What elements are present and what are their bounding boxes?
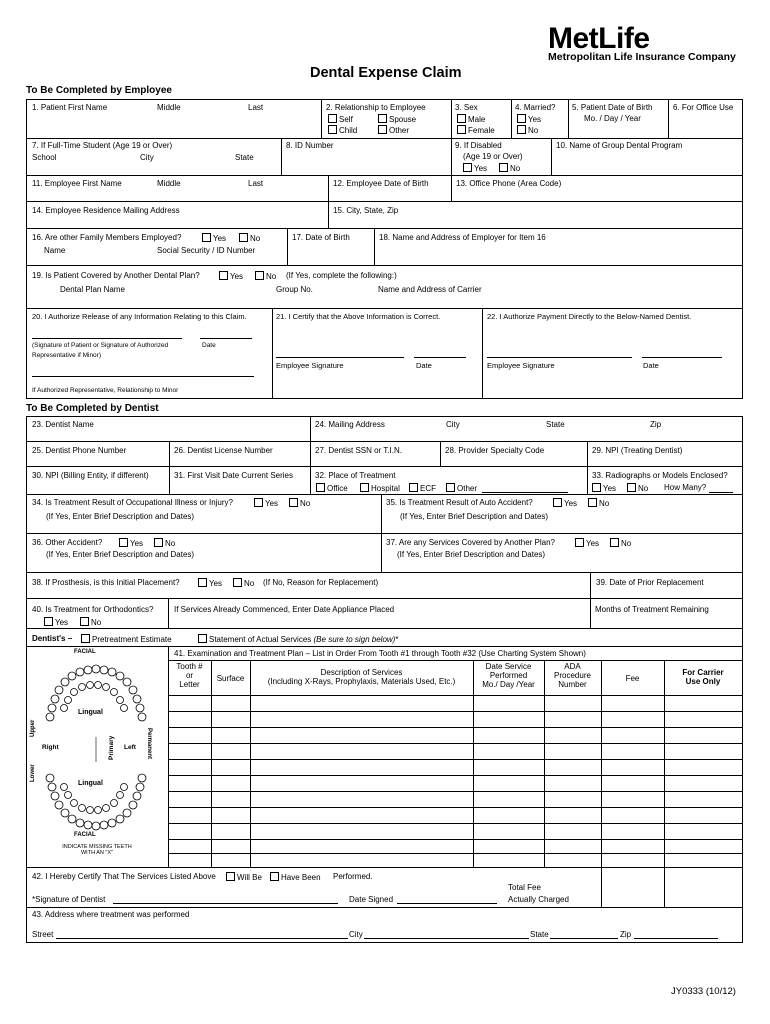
lingual-top-label: Lingual — [78, 709, 103, 716]
npi-billing-label: 30. NPI (Billing Entity, if different) — [32, 471, 149, 480]
orthodontics-label: 40. Is Treatment for Orthodontics? — [32, 605, 154, 614]
relationship-spouse[interactable]: Spouse — [378, 114, 416, 124]
other-checkbox[interactable] — [378, 125, 387, 134]
patient-signature-label: (Signature of Patient or Signature of Authorized — [32, 342, 169, 349]
relationship-other[interactable]: Other — [378, 125, 409, 135]
col-description-header: Description of Services (Including X-Rays, Prophylaxis, Materials Used, Etc.) — [267, 668, 456, 687]
prosthesis-no-checkbox[interactable] — [233, 578, 242, 587]
occupational-yes-checkbox[interactable] — [254, 498, 263, 507]
relationship-child[interactable]: Child — [328, 125, 357, 135]
carrier-label: Name and Address of Carrier — [378, 285, 482, 294]
other-accident-label: 36. Other Accident? — [32, 538, 103, 547]
sex-male[interactable]: Male — [457, 114, 485, 124]
radiographs-yes[interactable]: Yes — [592, 483, 616, 493]
office-checkbox[interactable] — [316, 483, 325, 492]
dentist-mailing-label: 24. Mailing Address — [315, 420, 385, 429]
specialty-code-label: 28. Provider Specialty Code — [445, 446, 545, 455]
col-ada-header: ADA Procedure Number — [554, 662, 591, 690]
have-been-option[interactable]: Have Been — [270, 872, 321, 882]
first-visit-label: 31. First Visit Date Current Series — [174, 471, 294, 480]
other-accident-no[interactable]: No — [154, 538, 175, 548]
patient-dob-format: Mo. / Day / Year — [584, 114, 641, 123]
other-accident-yes[interactable]: Yes — [119, 538, 143, 548]
student-state-label: State — [235, 153, 254, 162]
place-of-treatment-label: 32. Place of Treatment — [315, 471, 396, 480]
radiographs-no[interactable]: No — [627, 483, 648, 493]
orthodontics-yes[interactable]: Yes — [44, 617, 68, 627]
coverage-yes-checkbox[interactable] — [219, 271, 228, 280]
occupational-yes[interactable]: Yes — [254, 498, 278, 508]
office-phone-label: 13. Office Phone (Area Code) — [456, 179, 562, 188]
sex-female[interactable]: Female — [457, 125, 495, 135]
other-accident-no-checkbox[interactable] — [154, 538, 163, 547]
facial-top-label: FACIAL — [74, 649, 96, 655]
child-checkbox[interactable] — [328, 125, 337, 134]
date-signed-label: Date Signed — [349, 895, 394, 904]
certify-label: 21. I Certify that the Above Information is Correct. — [276, 312, 441, 321]
patient-signature-label-2: Representative if Minor) — [32, 352, 101, 359]
prior-replacement-label: 39. Date of Prior Replacement — [596, 578, 704, 587]
spouse-checkbox[interactable] — [378, 114, 387, 123]
family-employed-label: 16. Are other Family Members Employed? — [32, 233, 182, 242]
dentist-phone-label: 25. Dentist Phone Number — [32, 446, 127, 455]
family-employed-yes[interactable]: Yes — [202, 233, 226, 243]
ecf-checkbox[interactable] — [409, 483, 418, 492]
married-yes-checkbox[interactable] — [517, 114, 526, 123]
another-plan-no-checkbox[interactable] — [610, 538, 619, 547]
authorize-payment-label: 22. I Authorize Payment Directly to the Below-Named Dentist. — [487, 312, 692, 321]
auto-accident-no[interactable]: No — [588, 498, 609, 508]
appliance-date-label: If Services Already Commenced, Enter Date Appliance Placed — [174, 605, 395, 614]
months-remaining-label: Months of Treatment Remaining — [595, 605, 709, 614]
street-label: Street — [32, 930, 54, 939]
occupational-no[interactable]: No — [289, 498, 310, 508]
married-no-checkbox[interactable] — [517, 125, 526, 134]
relationship-self[interactable]: Self — [328, 114, 353, 124]
certify-signature-label: Employee Signature — [276, 361, 344, 370]
prosthesis-label: 38. If Prosthesis, is this Initial Placement? — [32, 578, 180, 587]
place-office[interactable]: Office — [316, 483, 348, 493]
auto-yes-checkbox[interactable] — [553, 498, 562, 507]
auto-accident-label: 35. Is Treatment Result of Auto Accident? — [386, 498, 533, 507]
family-employed-no[interactable]: No — [239, 233, 260, 243]
disabled-age-label: (Age 19 or Over) — [463, 152, 523, 161]
lower-label: Lower — [30, 764, 36, 782]
disabled-yes-checkbox[interactable] — [463, 163, 472, 172]
patient-signature-date-label: Date — [202, 342, 216, 349]
radiographs-yes-checkbox[interactable] — [592, 483, 601, 492]
employee-first-name-label: 11. Employee First Name — [32, 179, 122, 188]
hospital-checkbox[interactable] — [360, 483, 369, 492]
permanent-label: Permanent — [146, 728, 152, 760]
pretreatment-checkbox[interactable] — [81, 634, 90, 643]
form-title: Dental Expense Claim — [310, 65, 462, 81]
mailing-address-label: 14. Employee Residence Mailing Address — [32, 206, 180, 215]
facial-bottom-label: FACIAL — [74, 832, 96, 838]
occupational-note: (If Yes, Enter Brief Description and Dates) — [46, 512, 195, 521]
col-surface-header: Surface — [216, 674, 245, 683]
orthodontics-no[interactable]: No — [80, 617, 101, 627]
school-label: School — [32, 153, 57, 162]
dentist-ssn-label: 27. Dentist SSN or T.I.N. — [315, 446, 402, 455]
dentist-license-label: 26. Dentist License Number — [174, 446, 273, 455]
disabled-no[interactable]: No — [499, 163, 520, 173]
form-id: JY0333 (10/12) — [671, 986, 736, 997]
group-program-label: 10. Name of Group Dental Program — [556, 141, 683, 150]
place-hospital[interactable]: Hospital — [360, 483, 400, 493]
another-plan-note: (If Yes, Enter Brief Description and Dates) — [397, 550, 546, 559]
col-date-header: Date Service Performed Mo./ Day /Year — [482, 662, 535, 690]
married-no[interactable]: No — [517, 125, 538, 135]
how-many-label: How Many? — [664, 483, 707, 492]
dentist-zip-label: Zip — [650, 420, 662, 429]
married-yes[interactable]: Yes — [517, 114, 541, 124]
patient-last-label: Last — [248, 103, 264, 112]
col-carrier-header: For Carrier Use Only — [682, 668, 724, 687]
family-dob-label: 17. Date of Birth — [292, 233, 350, 242]
right-label: Right — [42, 744, 59, 751]
self-checkbox[interactable] — [328, 114, 337, 123]
payment-signature-label: Employee Signature — [487, 361, 555, 370]
payment-date-label: Date — [643, 361, 659, 370]
ortho-yes-checkbox[interactable] — [44, 617, 53, 626]
other-coverage-note: (If Yes, complete the following:) — [286, 271, 397, 280]
place-other-checkbox[interactable] — [446, 483, 455, 492]
certify-date-label: Date — [416, 361, 432, 370]
tooth-chart — [28, 649, 166, 864]
male-checkbox[interactable] — [457, 114, 466, 123]
auto-no-checkbox[interactable] — [588, 498, 597, 507]
employer-address-label: 18. Name and Address of Employer for Item 16 — [379, 233, 546, 242]
patient-dob-label: 5. Patient Date of Birth — [572, 103, 653, 112]
place-other[interactable]: Other — [446, 483, 477, 493]
disabled-yes[interactable]: Yes — [463, 163, 487, 173]
occupational-no-checkbox[interactable] — [289, 498, 298, 507]
city-label: City — [349, 930, 363, 939]
will-be-checkbox[interactable] — [226, 872, 235, 881]
employee-last-label: Last — [248, 179, 264, 188]
radiographs-label: 33. Radiographs or Models Enclosed? — [592, 471, 728, 480]
dentist-section-heading: To Be Completed by Dentist — [26, 403, 159, 414]
another-plan-yes[interactable]: Yes — [575, 538, 599, 548]
npi-treating-label: 29. NPI (Treating Dentist) — [592, 446, 683, 455]
prosthesis-yes[interactable]: Yes — [198, 578, 222, 588]
authorize-release-label: 20. I Authorize Release of any Information Relating to this Claim. — [32, 312, 247, 321]
place-ecf[interactable]: ECF — [409, 483, 436, 493]
office-use-label: 6. For Office Use — [673, 103, 734, 112]
occupational-label: 34. Is Treatment Result of Occupational Illness or Injury? — [32, 498, 233, 507]
metlife-logo: MetLife — [548, 22, 650, 55]
performed-label: Performed. — [333, 872, 373, 881]
student-city-label: City — [140, 153, 154, 162]
other-accident-note: (If Yes, Enter Brief Description and Dates) — [46, 550, 195, 559]
family-ssn-label: Social Security / ID Number — [157, 246, 256, 255]
relationship-label: 2. Relationship to Employee — [326, 103, 426, 112]
disabled-no-checkbox[interactable] — [499, 163, 508, 172]
missing-teeth-note: INDICATE MISSING TEETH WITH AN "X" — [62, 844, 132, 857]
have-been-checkbox[interactable] — [270, 872, 279, 881]
city-state-zip-label: 15. City, State, Zip — [333, 206, 399, 215]
other-coverage-label: 19. Is Patient Covered by Another Dental Plan? — [32, 271, 200, 280]
employee-dob-label: 12. Employee Date of Birth — [333, 179, 429, 188]
auto-accident-yes[interactable]: Yes — [553, 498, 577, 508]
student-label: 7. If Full-Time Student (Age 19 or Over) — [32, 141, 173, 150]
prosthesis-no[interactable]: No — [233, 578, 254, 588]
state-label: State — [530, 930, 549, 939]
upper-label: Upper — [30, 719, 36, 737]
another-plan-no[interactable]: No — [610, 538, 631, 548]
statement-option[interactable]: Statement of Actual Services (Be sure to sign below)* — [198, 634, 398, 644]
pretreatment-option[interactable]: Pretreatment Estimate — [81, 634, 172, 644]
sex-label: 3. Sex — [455, 103, 478, 112]
total-fee-label: Total Fee — [508, 883, 541, 892]
patient-first-name-label: 1. Patient First Name — [32, 103, 108, 112]
col-fee-header: Fee — [625, 674, 640, 683]
prosthesis-note: (If No, Reason for Replacement) — [263, 578, 379, 587]
dentists-label: Dentist's – — [32, 634, 73, 643]
dentist-state-label: State — [546, 420, 565, 429]
other-coverage-yes[interactable]: Yes — [219, 271, 243, 281]
actually-charged-label: Actually Charged — [508, 895, 569, 904]
group-no-label: Group No. — [276, 285, 313, 294]
dentist-signature-label: *Signature of Dentist — [32, 895, 106, 904]
family-name-label: Name — [44, 246, 66, 255]
dental-plan-label: Dental Plan Name — [60, 285, 125, 294]
id-number-label: 8. ID Number — [286, 141, 334, 150]
family-yes-checkbox[interactable] — [202, 233, 211, 242]
dentist-city-label: City — [446, 420, 460, 429]
dentist-name-label: 23. Dentist Name — [32, 420, 94, 429]
other-accident-yes-checkbox[interactable] — [119, 538, 128, 547]
other-coverage-no[interactable]: No — [255, 271, 276, 281]
ortho-no-checkbox[interactable] — [80, 617, 89, 626]
patient-middle-label: Middle — [157, 103, 181, 112]
radiographs-no-checkbox[interactable] — [627, 483, 636, 492]
disabled-label: 9. If Disabled — [455, 141, 502, 150]
rep-relationship-label: If Authorized Representative, Relationship to Minor — [32, 387, 179, 394]
another-plan-label: 37. Are any Services Covered by Another Plan? — [386, 538, 555, 547]
treatment-address-label: 43. Address where treatment was performed — [32, 910, 190, 919]
family-no-checkbox[interactable] — [239, 233, 248, 242]
prosthesis-yes-checkbox[interactable] — [198, 578, 207, 587]
will-be-option[interactable]: Will Be — [226, 872, 262, 882]
another-plan-yes-checkbox[interactable] — [575, 538, 584, 547]
company-name: Metropolitan Life Insurance Company — [548, 51, 736, 63]
statement-checkbox[interactable] — [198, 634, 207, 643]
lingual-bottom-label: Lingual — [78, 780, 103, 787]
auto-accident-note: (If Yes, Enter Brief Description and Dates) — [400, 512, 549, 521]
primary-label: Primary — [108, 735, 115, 760]
certify-services-label: 42. I Hereby Certify That The Services Listed Above — [32, 872, 216, 881]
married-label: 4. Married? — [515, 103, 556, 112]
zip-label: Zip — [620, 930, 632, 939]
employee-section-heading: To Be Completed by Employee — [26, 85, 172, 96]
female-checkbox[interactable] — [457, 125, 466, 134]
left-label: Left — [124, 744, 136, 751]
col-tooth-header: Tooth # or Letter — [176, 662, 203, 690]
employee-middle-label: Middle — [157, 179, 181, 188]
treatment-plan-label: 41. Examination and Treatment Plan – List in Order From Tooth #1 through Tooth #32 (Use Charting System Shown) — [174, 649, 586, 658]
coverage-no-checkbox[interactable] — [255, 271, 264, 280]
